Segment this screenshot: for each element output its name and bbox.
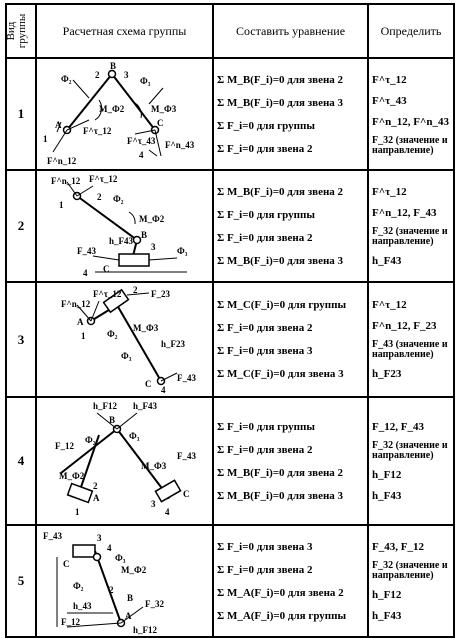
equations-cell bbox=[213, 397, 368, 525]
equation: Σ M_B(F_i)=0 для звена 2 bbox=[217, 466, 344, 479]
label-f12t: F^τ_12 bbox=[89, 174, 118, 184]
groups-table bbox=[5, 3, 455, 638]
equations-cell bbox=[213, 170, 368, 282]
equation: Σ M_B(F_i)=0 для звена 2 bbox=[217, 73, 344, 86]
determine-item: F^n_12, F_23 bbox=[372, 320, 437, 332]
scheme-diagram bbox=[36, 170, 213, 282]
label-4: 4 bbox=[161, 384, 166, 395]
label-C: C bbox=[103, 264, 110, 274]
label-mphi3: M_Ф3 bbox=[151, 104, 177, 114]
determine-item: F^τ_12 bbox=[372, 185, 407, 198]
equation: Σ M_A(F_i)=0 для звена 2 bbox=[217, 586, 344, 599]
determine-item: F_43 (значение и направление) bbox=[372, 340, 448, 360]
label-1: 1 bbox=[59, 200, 64, 210]
determine-cell bbox=[368, 170, 454, 282]
equation: Σ F_i=0 для звена 2 bbox=[217, 443, 313, 456]
determine-item: h_F12 bbox=[372, 588, 402, 601]
determine-item: F_43, F_12 bbox=[372, 540, 424, 553]
label-phi3: Ф₃ bbox=[115, 553, 126, 563]
scheme-diagram bbox=[36, 525, 213, 637]
label-C: C bbox=[183, 489, 190, 499]
label-mphi2: M_Ф2 bbox=[121, 565, 147, 575]
label-2: 2 bbox=[133, 284, 138, 295]
label-phi3: Ф₃ bbox=[177, 246, 188, 256]
label-1: 1 bbox=[75, 507, 80, 517]
label-phi3: Ф₃ bbox=[140, 76, 151, 86]
determine-item: F_32 (значение и направление) bbox=[372, 440, 448, 461]
scheme-diagram bbox=[36, 397, 213, 525]
group-number: 3 bbox=[6, 282, 36, 397]
label-phi2: Ф₂ bbox=[61, 74, 72, 84]
determine-item: F^τ_12 bbox=[372, 73, 407, 86]
label-4: 4 bbox=[165, 507, 170, 517]
equation: Σ F_i=0 для группы bbox=[217, 420, 315, 433]
label-mphi3: M_Ф3 bbox=[133, 322, 159, 333]
label-A: A bbox=[55, 120, 62, 130]
table-row bbox=[6, 58, 454, 170]
label-B: B bbox=[109, 415, 116, 425]
equation: Σ M_C(F_i)=0 для группы bbox=[217, 299, 347, 311]
header-group-kind: Вид группы bbox=[6, 4, 36, 58]
label-4: 4 bbox=[139, 150, 144, 160]
header-equation: Составить уравнение bbox=[213, 4, 368, 58]
equation: Σ F_i=0 для звена 3 bbox=[217, 345, 313, 357]
label-mphi2: M_Ф2 bbox=[139, 214, 165, 224]
header-scheme: Расчетная схема группы bbox=[36, 4, 213, 58]
determine-item: h_F23 bbox=[372, 368, 402, 380]
determine-cell bbox=[368, 397, 454, 525]
equations-cell bbox=[213, 282, 368, 397]
label-f12: F_12 bbox=[55, 441, 74, 451]
label-phi3: Ф₃ bbox=[121, 350, 132, 361]
determine-item: F_12, F_43 bbox=[372, 420, 424, 433]
equations-cell bbox=[213, 58, 368, 170]
determine-item: h_F43 bbox=[372, 254, 402, 267]
label-3: 3 bbox=[124, 70, 129, 80]
label-2: 2 bbox=[95, 70, 100, 80]
equation: Σ F_i=0 для звена 2 bbox=[217, 231, 313, 244]
determine-item: F^τ_12 bbox=[372, 299, 407, 311]
table-row bbox=[6, 525, 454, 637]
label-phi2: Ф₂ bbox=[73, 581, 84, 591]
equations-cell bbox=[213, 525, 368, 637]
label-f43: F_43 bbox=[177, 372, 196, 383]
label-B: B bbox=[141, 230, 148, 240]
label-f43: F_43 bbox=[43, 531, 62, 541]
equation: Σ F_i=0 для группы bbox=[217, 119, 315, 132]
determine-item: h_F43 bbox=[372, 609, 402, 622]
label-4: 4 bbox=[107, 543, 112, 553]
equation: Σ F_i=0 для звена 3 bbox=[217, 540, 313, 553]
table-row bbox=[6, 397, 454, 525]
label-1: 1 bbox=[43, 134, 48, 144]
label-B: B bbox=[127, 593, 134, 603]
label-f32: F_32 bbox=[145, 599, 164, 609]
header-row bbox=[6, 4, 454, 58]
equation: Σ M_B(F_i)=0 для звена 2 bbox=[217, 185, 344, 198]
label-hf12: h_F12 bbox=[133, 625, 158, 635]
label-f12t: F^τ_12 bbox=[83, 126, 112, 136]
equation: Σ M_B(F_i)=0 для звена 3 bbox=[217, 96, 344, 109]
equation: Σ M_C(F_i)=0 для звена 3 bbox=[217, 368, 344, 380]
label-f12n: F^n_12 bbox=[47, 156, 77, 166]
label-hf43: h_F43 bbox=[133, 401, 158, 411]
table-row bbox=[6, 170, 454, 282]
determine-cell bbox=[368, 525, 454, 637]
label-1: 1 bbox=[81, 330, 86, 341]
label-A: A bbox=[125, 611, 132, 621]
label-f43n: F^n_43 bbox=[165, 140, 195, 150]
label-C: C bbox=[145, 378, 152, 389]
label-hf43: h_F43 bbox=[109, 236, 134, 246]
determine-item: F_32 (значение и направление) bbox=[372, 226, 448, 247]
label-f43t: F^τ_43 bbox=[127, 136, 156, 146]
determine-item: F^n_12, F^n_43 bbox=[372, 115, 449, 128]
determine-item: F^τ_43 bbox=[372, 94, 407, 107]
label-hf23: h_F23 bbox=[161, 338, 186, 349]
label-hf12: h_F12 bbox=[93, 401, 118, 411]
label-f12n: F^n_12 bbox=[61, 298, 91, 309]
table-row bbox=[6, 282, 454, 397]
determine-item: F_32 (значение и направление) bbox=[372, 560, 448, 581]
equation: Σ F_i=0 для звена 2 bbox=[217, 322, 313, 334]
equation: Σ F_i=0 для звена 2 bbox=[217, 142, 313, 155]
equation: Σ F_i=0 для звена 2 bbox=[217, 563, 313, 576]
label-4: 4 bbox=[83, 268, 88, 278]
label-3: 3 bbox=[151, 242, 156, 252]
label-f23: F_23 bbox=[151, 288, 170, 299]
equation: Σ M_A(F_i)=0 для группы bbox=[217, 609, 347, 622]
label-A: A bbox=[93, 493, 100, 503]
label-f12: F_12 bbox=[61, 617, 80, 627]
determine-item: h_F12 bbox=[372, 468, 402, 481]
group-number: 5 bbox=[6, 525, 36, 637]
label-mphi2: M_Ф2 bbox=[59, 471, 85, 481]
label-h43: h_43 bbox=[73, 601, 92, 611]
label-2: 2 bbox=[97, 192, 102, 202]
scheme-diagram bbox=[36, 282, 213, 397]
label-f43: F_43 bbox=[77, 246, 96, 256]
group-number: 4 bbox=[6, 397, 36, 525]
determine-item: h_F43 bbox=[372, 489, 402, 502]
determine-item: F^n_12, F_43 bbox=[372, 206, 437, 219]
label-phi2: Ф₂ bbox=[107, 328, 118, 339]
label-A: A bbox=[77, 316, 84, 327]
determine-item: F_32 (значение и направление) bbox=[372, 135, 448, 156]
determine-cell bbox=[368, 58, 454, 170]
label-f43: F_43 bbox=[177, 451, 196, 461]
label-3: 3 bbox=[151, 499, 156, 509]
label-2: 2 bbox=[109, 585, 114, 595]
label-phi3: Ф₃ bbox=[129, 431, 140, 441]
group-number: 2 bbox=[6, 170, 36, 282]
equation: Σ M_B(F_i)=0 для звена 3 bbox=[217, 489, 344, 502]
header-determine: Определить bbox=[368, 4, 454, 58]
label-C: C bbox=[157, 118, 164, 128]
label-phi2: Ф₂ bbox=[113, 194, 124, 204]
equation: Σ F_i=0 для группы bbox=[217, 208, 315, 221]
group-number: 1 bbox=[6, 58, 36, 170]
scheme-diagram bbox=[36, 58, 213, 170]
label-mphi2: M_Ф2 bbox=[99, 104, 125, 114]
label-mphi3: M_Ф3 bbox=[141, 461, 167, 471]
label-phi2: Ф₂ bbox=[85, 435, 96, 445]
label-B: B bbox=[110, 61, 117, 71]
label-f12n: F^n_12 bbox=[51, 176, 81, 186]
label-C: C bbox=[63, 559, 70, 569]
equation: Σ M_B(F_i)=0 для звена 3 bbox=[217, 254, 344, 267]
label-3: 3 bbox=[97, 533, 102, 543]
determine-cell bbox=[368, 282, 454, 397]
label-2: 2 bbox=[93, 481, 98, 491]
label-f12t: F^τ_12 bbox=[93, 288, 122, 299]
